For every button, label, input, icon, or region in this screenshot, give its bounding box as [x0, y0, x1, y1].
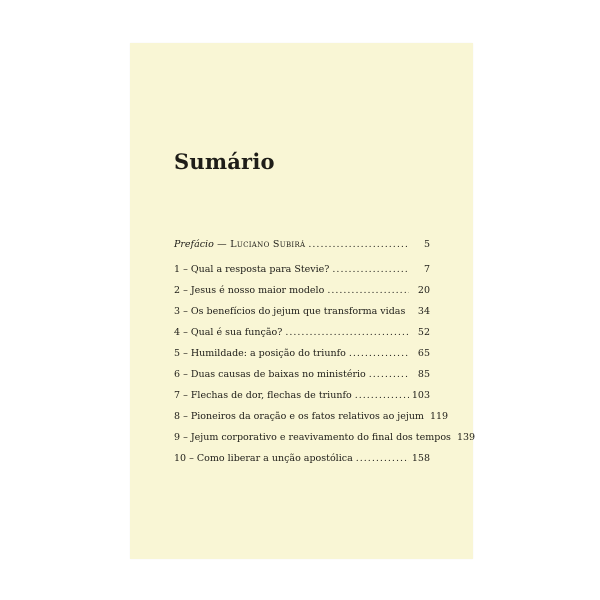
- leader-dots: [408, 306, 409, 317]
- toc-entry: [174, 390, 430, 404]
- toc-page-number: 34: [417, 306, 430, 317]
- leader-dots: [355, 390, 409, 401]
- toc-page-number: 52: [417, 327, 430, 338]
- toc-entry-label: 6 – Duas causas de baixas no ministério: [174, 369, 366, 380]
- preface-author: — Luciano Subirá: [213, 239, 306, 250]
- toc-entry: [174, 327, 430, 341]
- toc-entry: [174, 285, 430, 299]
- toc-entry-label: 8 – Pioneiros da oração e os fatos relativos ao jejum: [174, 411, 424, 422]
- toc-page-number: 103: [411, 390, 430, 401]
- leader-dots: [285, 327, 409, 338]
- toc-entry: [174, 411, 449, 425]
- toc-page-number: 119: [429, 411, 449, 422]
- leader-dots: [332, 264, 409, 275]
- toc-page-number: 139: [456, 432, 476, 443]
- toc-entry-label: 10 – Como liberar a unção apostólica: [174, 453, 353, 464]
- toc-page-number: 20: [417, 285, 430, 296]
- toc-page-number: 158: [411, 453, 430, 464]
- toc-entry-label: 4 – Qual é sua função?: [174, 327, 283, 338]
- toc-entry-label: 2 – Jesus é nosso maior modelo: [174, 285, 325, 296]
- toc-entry-label: 5 – Humildade: a posição do triunfo: [174, 348, 346, 359]
- toc-entry-label: 1 – Qual a resposta para Stevie?: [174, 264, 330, 275]
- toc-page-number: 7: [423, 264, 430, 275]
- toc-entry: [174, 264, 430, 278]
- toc-page-number: 85: [417, 369, 430, 380]
- toc-entry: [174, 348, 430, 362]
- toc-entry: [174, 432, 476, 446]
- leader-dots: [356, 453, 409, 464]
- toc-entry-label: 7 – Flechas de dor, flechas de triunfo: [174, 390, 352, 401]
- preface-italic: Prefácio: [174, 239, 214, 250]
- leader-dots: [369, 369, 409, 380]
- toc-entry: [174, 369, 430, 383]
- leader-dots: [308, 239, 409, 250]
- toc-preface-label: [174, 239, 305, 250]
- toc-entry-label: 9 – Jejum corporativo e reavivamento do final dos tempos: [174, 432, 451, 443]
- toc-page-number: 65: [417, 348, 430, 359]
- toc-entry-label: 3 – Os benefícios do jejum que transforma vidas: [174, 306, 406, 317]
- toc-page-number: 5: [423, 239, 430, 250]
- toc-entry: [174, 306, 430, 320]
- leader-dots: [327, 285, 409, 296]
- toc-entry: [174, 453, 430, 467]
- leader-dots: [349, 348, 409, 359]
- book-page: [130, 43, 476, 559]
- toc-preface-row: [174, 239, 430, 253]
- page-title: Sumário: [174, 149, 275, 174]
